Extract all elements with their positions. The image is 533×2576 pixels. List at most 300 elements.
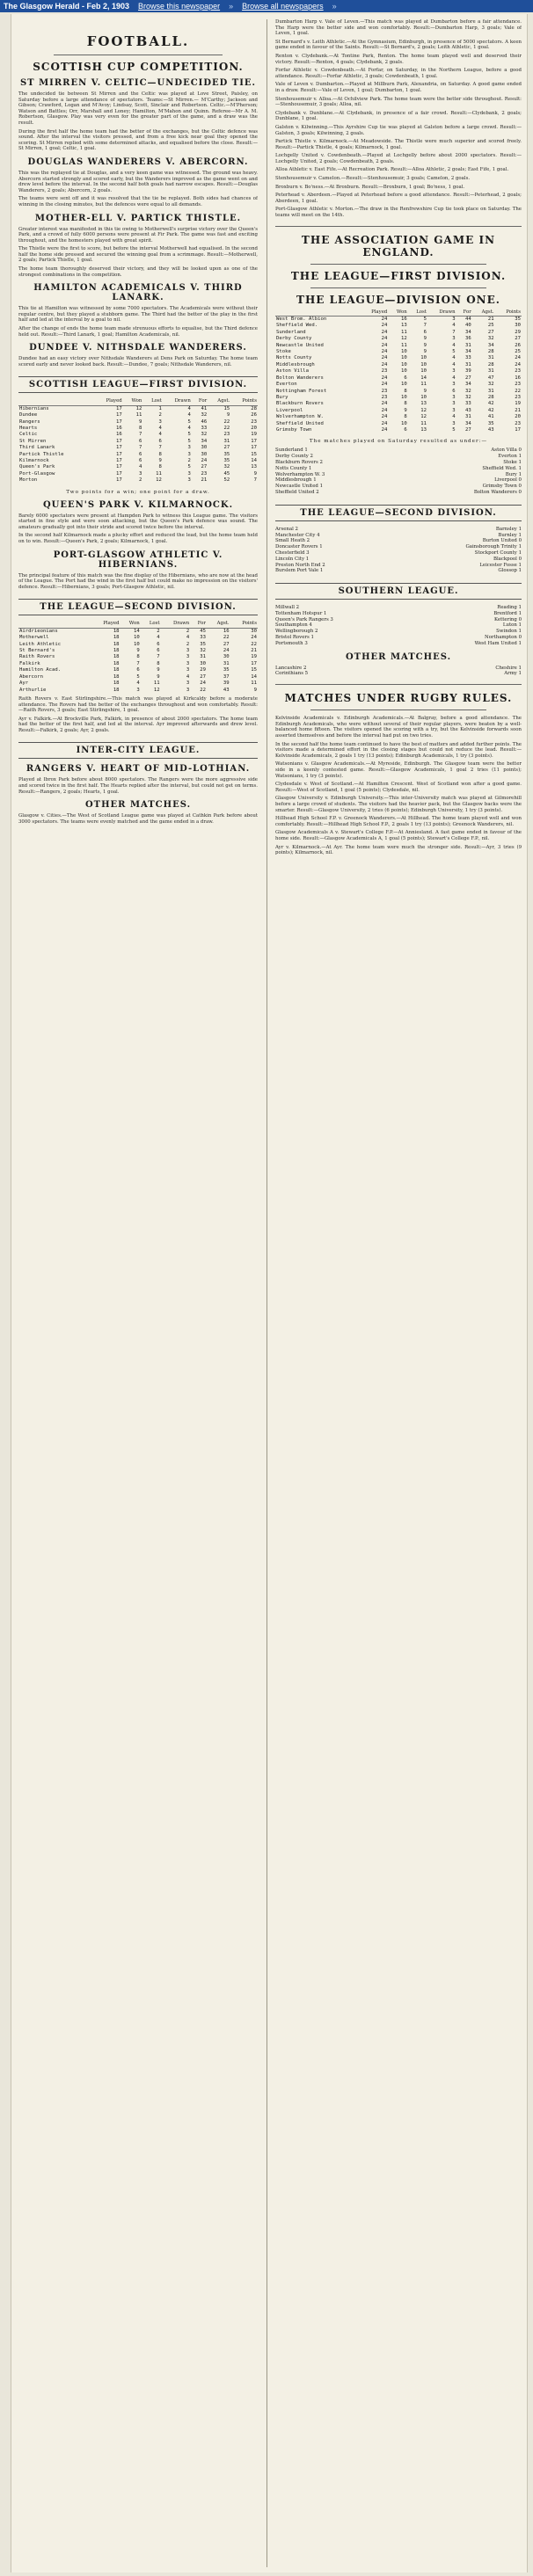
table-cell: 7 [423, 323, 427, 329]
table-cell: 17 [115, 438, 122, 444]
result-row [275, 622, 522, 629]
table-row [275, 389, 522, 395]
away-team: Kettering 0 [494, 616, 522, 622]
table-cell: 10 [401, 349, 407, 355]
team-name: Rangers [19, 418, 40, 425]
table-cell: 7 [139, 445, 142, 451]
table-cell: 12 [156, 477, 162, 484]
away-team: Brentford 1 [493, 610, 522, 616]
table-cell: 24 [515, 355, 521, 361]
table-cell: 24 [381, 355, 388, 361]
home-team: Bristol Rovers 1 [275, 635, 314, 641]
table-row [275, 336, 522, 342]
home-team: Small Heath 2 [275, 538, 310, 544]
team-name: Nottingham Forest [276, 388, 327, 394]
article-paragraph: Forfar Athletic v. Cowdenbeath.—At Forfar, on Saturday, in the Northern League, before a good attendance. Result:—Forfar Athletic, 3 goals; Cowdenbeath, 1 goal. [275, 68, 522, 79]
league-table [18, 621, 258, 693]
team-name: Abercorn [19, 673, 43, 680]
team-name: Blackburn Rovers [276, 401, 324, 407]
league-table-heading: THE LEAGUE—SECOND DIVISION. [18, 599, 258, 615]
table-cell: 34 [465, 329, 471, 335]
table-cell: 21 [251, 648, 257, 654]
league-note: Two points for a win; one point for a draw. [66, 489, 210, 495]
table-cell: 11 [156, 470, 162, 477]
table-cell: 4 [158, 426, 162, 432]
table-cell: 3 [452, 368, 456, 375]
table-cell: 4 [452, 355, 456, 361]
home-team: Burslem Port Vale 1 [275, 568, 324, 574]
article-paragraph: Greater interest was manifested in this tie owing to Motherwell's surprise victory over the Queen's Park, and a crowd of fully 6000 persons were present at Fir Park. The game was fast and exciting throughout, and the homesters played with great spirit. [18, 226, 258, 244]
home-team: Derby County 2 [275, 454, 313, 460]
table-cell: 3 [186, 654, 190, 660]
table-cell: 3 [186, 687, 190, 693]
table-cell: 17 [115, 470, 122, 477]
table-cell: 24 [200, 680, 207, 687]
result-row [275, 635, 522, 641]
table-cell: 31 [487, 355, 494, 361]
article-paragraph: Watsonians v. Glasgow Academicals.—At Myreside, Edinburgh. The Glasgow team were the better side in a keenly contested game. Result:—Glasgow Academicals, 1 goal 2 tries (11 points); Watsonians, 1 try (3 points). [275, 761, 522, 779]
team-name: Partick Thistle [19, 451, 64, 457]
away-team: Bolton Wanderers 0 [473, 489, 522, 495]
table-cell: 19 [251, 654, 257, 660]
table-cell: 34 [465, 382, 471, 388]
table-cell: 6 [158, 438, 162, 444]
table-cell: 4 [452, 361, 456, 367]
table-cell: 8 [157, 660, 160, 666]
table-cell: 24 [381, 401, 388, 407]
away-team: Grimsby Town 0 [482, 484, 522, 490]
table-cell: 8 [136, 654, 140, 660]
table-cell: 19 [515, 401, 521, 407]
away-team: Blackpool 0 [493, 556, 522, 562]
table-cell: 1 [158, 405, 162, 411]
home-team: Lincoln City 1 [275, 556, 310, 562]
result-row [275, 477, 522, 484]
table-cell: 9 [157, 673, 160, 680]
table-cell: 13 [420, 426, 427, 433]
column-header: Won [120, 621, 141, 628]
table-cell: 36 [465, 336, 471, 342]
table-cell: 28 [487, 361, 494, 367]
article-heading: THE LEAGUE—SECOND DIVISION. [275, 505, 522, 521]
table-cell: 11 [135, 412, 142, 418]
table-row [275, 349, 522, 355]
table-cell: 10 [401, 382, 407, 388]
table-row [275, 395, 522, 401]
league-table [275, 309, 522, 434]
article-paragraph: Lochgelly United v. Cowdenbeath.—Played at Lochgelly before about 2000 spectators. Result:—Lochgelly United, 2 goals; Cowdenbeath, 2 goals. [275, 153, 522, 164]
article-paragraph: Galston v. Kilwinning.—This Ayrshire Cup tie was played at Galston before a large crowd. Result:—Galston, 3 goals; Kilwinning, 2 goals. [275, 124, 522, 136]
table-cell: 18 [113, 660, 120, 666]
table-cell: 32 [487, 336, 494, 342]
column-divider [266, 19, 267, 2567]
column-header: Played [360, 309, 389, 317]
table-cell: 24 [381, 317, 388, 323]
table-cell: 9 [158, 458, 162, 464]
table-cell: 25 [487, 323, 494, 329]
table-cell: 14 [133, 628, 140, 634]
table-cell: 23 [223, 432, 230, 438]
article-subheading: OTHER MATCHES. [345, 651, 452, 662]
team-name: Hamilton Acad. [19, 667, 62, 673]
table-cell: 3 [452, 317, 456, 323]
home-team: Lancashire 2 [275, 665, 307, 671]
article-paragraph: Partick Thistle v. Kilmarnock.—At Meadowside. The Thistle were much superior and scored freely. Result:—Partick Thistle, 4 goals; Kilmarnock, 1 goal. [275, 139, 522, 150]
table-cell: 27 [200, 673, 207, 680]
left-column [18, 19, 258, 2567]
table-cell: 30 [201, 451, 208, 457]
table-cell: 37 [223, 673, 230, 680]
table-row [275, 382, 522, 388]
table-cell: 24 [381, 342, 388, 348]
column-header: Played [94, 398, 123, 405]
team-name: Morton [19, 477, 38, 484]
table-cell: 39 [465, 368, 471, 375]
team-name: Everton [276, 382, 297, 388]
table-cell: 27 [487, 329, 494, 335]
table-cell: 18 [113, 680, 120, 687]
home-team: Tottenham Hotspur 1 [275, 610, 327, 616]
table-cell: 9 [136, 648, 140, 654]
article-paragraph: This was the replayed tie at Douglas, and a very keen game was witnessed. The ground was heavy. Abercorn started strongly and scored early, but the Wanderers improved as the game went on and drew level before the interval. In the second half both goals had narrow escapes. Result:—Douglas Wanderers, 2 goals; Abercorn, 2 goals. [18, 170, 258, 193]
article-paragraph: Ayr v. Falkirk.—At Brockville Park, Falkirk, in presence of about 2000 spectators. The home team had the better of the first half, and led at the interval. Ayr improved afterwards and drew level. Result:—Falkirk, 2 goals; Ayr, 2 goals. [18, 716, 258, 733]
table-cell: 23 [381, 368, 388, 375]
table-header-row [275, 309, 522, 317]
column-header: Agst. [208, 398, 230, 405]
column-header: Won [388, 309, 407, 317]
table-cell: 5 [136, 673, 140, 680]
article-paragraph: Glasgow University v. Edinburgh University.—This inter-University match was played at Gilmorehill before a large crowd of students. The visitors had the heavier pack, but the Glasgow backs were the smarter. Result:—Glasgow University, 2 tries (6 points); Edinburgh University, 1 try (3 points). [275, 796, 522, 813]
table-cell: 24 [381, 349, 388, 355]
table-row [18, 477, 258, 484]
table-cell: 23 [251, 418, 257, 425]
article-heading: THE ASSOCIATION GAME IN ENGLAND. [301, 233, 496, 258]
table-cell: 27 [223, 445, 230, 451]
team-name: Sunderland [276, 329, 306, 335]
away-team: Army 1 [504, 671, 522, 677]
article-paragraph: Stenhousemuir v. Camelon.—Result:—Stenhousemuir, 3 goals; Camelon, 2 goals. [275, 176, 471, 182]
table-cell: 5 [452, 426, 456, 433]
table-cell: 23 [515, 382, 521, 388]
article-subheading: OTHER MATCHES. [84, 800, 192, 811]
table-cell: 30 [223, 654, 230, 660]
table-cell: 35 [487, 420, 494, 426]
table-cell: 5 [187, 418, 191, 425]
table-cell: 11 [420, 420, 427, 426]
article-heading: INTER-CITY LEAGUE. [18, 742, 258, 759]
table-row [275, 401, 522, 407]
table-row [18, 654, 258, 660]
away-team: Reading 1 [497, 605, 522, 611]
table-cell: 9 [139, 418, 142, 425]
home-team: Newcastle United 1 [275, 484, 324, 490]
away-team: Northampton 0 [485, 635, 522, 641]
team-name: St Mirren [19, 438, 47, 444]
team-name: Ayr [19, 680, 29, 687]
table-cell: 9 [253, 687, 257, 693]
table-cell: 3 [452, 401, 456, 407]
table-cell: 20 [251, 426, 257, 432]
table-cell: 12 [135, 405, 142, 411]
table-cell: 3 [187, 445, 191, 451]
table-cell: 24 [381, 414, 388, 420]
result-row [275, 454, 522, 460]
team-name: Third Lanark [19, 445, 55, 451]
table-cell: 13 [251, 464, 257, 470]
result-row [275, 617, 522, 623]
table-cell: 7 [158, 445, 162, 451]
table-cell: 2 [158, 412, 162, 418]
article-paragraph: Glasgow Academicals A v. Stewart's College F.P.—At Anniesland. A fast game ended in favour of the home side. Result:—Glasgow Academicals A, 1 goal (5 points); Stewart's College F.P., nil. [275, 830, 522, 841]
table-cell: 21 [487, 317, 494, 323]
article-subheading: DUNDEE V. NITHSDALE WANDERERS. [29, 343, 247, 353]
table-cell: 6 [404, 375, 407, 381]
team-name: Hearts [19, 426, 38, 432]
table-row [275, 375, 522, 382]
table-cell: 11 [420, 382, 427, 388]
right-column [275, 19, 522, 2567]
article-paragraph: Peterhead v. Aberdeen.—Played at Peterhead before a good attendance. Result:—Peterhead, 2 goals; Aberdeen, 1 goal. [275, 193, 522, 204]
table-cell: 35 [223, 458, 230, 464]
column-header: Lost [408, 309, 427, 317]
column-header: Agst. [472, 309, 495, 317]
table-cell: 28 [487, 394, 494, 400]
column-header: Agst. [207, 621, 230, 628]
table-row [18, 648, 258, 654]
league-table [18, 398, 258, 484]
table-cell: 16 [115, 432, 122, 438]
team-name: Motherwell [19, 635, 49, 641]
table-cell: 40 [465, 323, 471, 329]
article-paragraph: Clydebank v. Dunblane.—At Clydebank, in presence of a fair crowd. Result:—Clydebank, 2 goals; Dunblane, 1 goal. [275, 110, 522, 122]
table-cell: 14 [251, 458, 257, 464]
table-cell: 4 [186, 635, 190, 641]
table-cell: 11 [251, 680, 257, 687]
home-team: Sunderland 1 [275, 448, 308, 454]
table-cell: 3 [187, 470, 191, 477]
table-cell: 33 [201, 426, 208, 432]
table-cell: 3 [186, 680, 190, 687]
table-cell: 34 [487, 342, 494, 348]
column-header: Won [123, 398, 143, 405]
home-team: Manchester City 4 [275, 532, 320, 538]
table-cell: 11 [401, 342, 407, 348]
table-row [18, 667, 258, 673]
table-cell: 30 [515, 323, 521, 329]
article-paragraph: Barely 6000 spectators were present at Hampden Park to witness this League game. The visitors started in fine style and were soon attacking, but the Queen's Park defence was sound. The amateurs gradually got into their stride and scored twice before the interval. [18, 513, 258, 530]
table-cell: 9 [423, 388, 427, 394]
home-team: Queen's Park Rangers 3 [275, 616, 333, 622]
table-cell: 15 [251, 451, 257, 457]
table-cell: 9 [253, 470, 257, 477]
team-name: West Brom. Albion [276, 317, 327, 323]
table-cell: 32 [200, 648, 207, 654]
table-cell: 14 [420, 375, 427, 381]
table-cell: 6 [157, 641, 160, 647]
browse-newspaper-link[interactable]: Browse this newspaper [138, 2, 221, 11]
team-name: Bolton Wanderers [276, 375, 324, 381]
team-name: Grimsby Town [276, 426, 312, 433]
table-cell: 19 [251, 432, 257, 438]
table-cell: 32 [223, 464, 230, 470]
table-cell: 17 [115, 451, 122, 457]
table-cell: 32 [201, 432, 208, 438]
table-cell: 31 [200, 654, 207, 660]
table-cell: 24 [381, 336, 388, 342]
table-row [18, 642, 258, 648]
article-paragraph: Stenhousemuir v. Alloa.—At Ochilview Park. The home team were the better side throughout. Result:—Stenhousemuir, 3 goals; Alloa, nil. [275, 96, 522, 108]
table-cell: 3 [452, 407, 456, 413]
table-cell: 10 [420, 394, 427, 400]
article-subheading: PORT-GLASGOW ATHLETIC V. HIBERNIANS. [53, 549, 223, 570]
table-cell: 52 [223, 477, 230, 484]
result-row [275, 666, 522, 672]
result-row [275, 671, 522, 677]
home-team: Middlesbrough 1 [275, 477, 317, 484]
team-name: Notts County [276, 355, 312, 361]
article-paragraph: The Thistle were the first to score, but before the interval Motherwell had equalised. In the second half the home side pressed and secured the winning goal from a scrimmage. Result:—Motherwell, 2 goals; Partick Thistle, 1 goal. [18, 246, 258, 264]
table-cell: 24 [381, 323, 388, 329]
table-cell: 17 [115, 412, 122, 418]
article-subheading: RANGERS V. HEART OF MID-LOTHIAN. [26, 764, 251, 775]
table-cell: 17 [115, 405, 122, 411]
table-cell: 18 [113, 654, 120, 660]
table-cell: 13 [401, 323, 407, 329]
team-name: Queen's Park [19, 464, 55, 470]
table-cell: 20 [515, 414, 521, 420]
table-cell: 27 [515, 336, 521, 342]
table-row [18, 452, 258, 458]
article-paragraph: St Bernard's v. Leith Athletic.—At the Gymnasium, Edinburgh, in presence of 5000 spectators. A keen game ended in favour of the Saints. Result:—St Bernard's, 2 goals; Leith Athletic, 1 goal. [275, 39, 522, 51]
table-cell: 22 [223, 635, 230, 641]
result-row [275, 568, 522, 574]
column-header: Played [91, 621, 120, 628]
table-cell: 6 [136, 667, 140, 673]
home-team: Chesterfield 3 [275, 549, 310, 556]
team-name: Middlesbrough [276, 361, 315, 367]
table-cell: 8 [139, 426, 142, 432]
team-name: Bury [276, 394, 288, 400]
column-header: For [190, 621, 207, 628]
table-cell: 46 [201, 418, 208, 425]
table-cell: 24 [381, 361, 388, 367]
table-cell: 25 [515, 349, 521, 355]
article-paragraph: In the second half the home team continued to have the best of matters and added further points. The visitors made a determined effort in the closing stages but could not reduce the lead. Result:—Kelvinside Academicals, 2 goals 1 try (13 points); Edinburgh Academicals, 1 try (3 points). [275, 741, 522, 759]
column-header: Drawn [427, 309, 456, 317]
browse-all-newspapers-link[interactable]: Browse all newspapers [242, 2, 324, 11]
table-cell: 15 [251, 667, 257, 673]
table-row [18, 680, 258, 687]
table-cell: 24 [515, 361, 521, 367]
home-team: Portsmouth 3 [275, 640, 308, 646]
away-team: Aston Villa 0 [491, 448, 522, 454]
table-cell: 3 [187, 477, 191, 484]
table-cell: 21 [201, 477, 208, 484]
table-row [275, 355, 522, 361]
away-team: Luton 1 [502, 622, 522, 629]
away-team: Stoke 1 [503, 459, 522, 465]
team-name: Aston Villa [276, 368, 310, 375]
table-cell: 35 [515, 317, 521, 323]
table-cell: 9 [157, 667, 160, 673]
league-table-heading: SCOTTISH LEAGUE—FIRST DIVISION. [18, 376, 258, 393]
table-cell: 17 [115, 464, 122, 470]
table-cell: 24 [251, 635, 257, 641]
table-cell: 9 [226, 412, 230, 418]
result-row [275, 448, 522, 454]
table-cell: 3 [187, 451, 191, 457]
article-subheading: THE LEAGUE—DIVISION ONE. [296, 293, 500, 306]
table-cell: 23 [515, 368, 521, 375]
table-cell: 10 [401, 420, 407, 426]
table-cell: 4 [157, 635, 160, 641]
article-paragraph: This tie at Hamilton was witnessed by some 7000 spectators. The Academicals were without their regular centre, but they played a stubborn game. The Third had the better of the play in the first half and led at the interval by a goal to nil. [18, 306, 258, 324]
article-paragraph: Vale of Leven v. Dumbarton.—Played at Millburn Park, Alexandria, on Saturday. A good game ended in a draw. Result:—Vale of Leven, 1 goal; Dumbarton, 1 goal. [275, 82, 522, 93]
article-subheading: HAMILTON ACADEMICALS V. THIRD LANARK. [33, 283, 243, 303]
column-header: For [456, 309, 472, 317]
table-cell: 17 [115, 418, 122, 425]
table-cell: 17 [251, 445, 257, 451]
article-paragraph: After the change of ends the home team made strenuous efforts to equalise, but the Third defence held out. Result:—Third Lanark, 1 goal; Hamilton Academicals, nil. [18, 326, 258, 338]
away-team: Leicester Fosse 1 [479, 562, 522, 568]
table-cell: 6 [139, 458, 142, 464]
table-cell: 32 [487, 382, 494, 388]
table-cell: 7 [452, 329, 456, 335]
table-cell: 8 [158, 464, 162, 470]
table-cell: 24 [381, 329, 388, 335]
article-paragraph: Renton v. Clydebank.—At Tontine Park, Renton. The home team played well and deserved their victory. Result:—Renton, 4 goals; Clydebank, 2 goals. [275, 53, 522, 65]
away-team: Liverpool 0 [494, 477, 522, 484]
team-name: Liverpool [276, 407, 303, 413]
result-row [275, 611, 522, 617]
table-cell: 2 [157, 628, 160, 634]
table-row [18, 458, 258, 464]
table-header-row [18, 398, 258, 405]
result-row [275, 544, 522, 550]
table-cell: 3 [186, 648, 190, 654]
league-table-body [18, 405, 258, 484]
result-row [275, 466, 522, 472]
team-name: Wolverhampton W. [276, 414, 324, 420]
result-row [275, 490, 522, 496]
team-name: Kilmarnock [19, 458, 49, 464]
table-cell: 4 [452, 323, 456, 329]
table-row [275, 343, 522, 349]
article-paragraph: Alloa Athletic v. East Fife.—At Recreation Park. Result:—Alloa Athletic, 2 goals; East Fife, 1 goal. [275, 167, 509, 173]
table-cell: 2 [187, 458, 191, 464]
table-cell: 4 [139, 464, 142, 470]
article-subheading: MOTHER-ELL V. PARTICK THISTLE. [34, 213, 242, 223]
team-name: Airdrieonians [19, 628, 58, 634]
article-paragraph: During the first half the home team had the better of the exchanges, but the Celtic defence was sound. After the interval the visitors pressed, and from a free kick near goal they opened the scoring. St Mirren replied with some determined attacks, and equalised before the close. Result:—St Mirren, 1 goal; Celtic, 1 goal. [18, 128, 258, 152]
table-cell: 9 [423, 336, 427, 342]
article-paragraph: Broxburn v. Bo'ness.—At Broxburn. Result:—Broxburn, 1 goal; Bo'ness, 1 goal. [275, 184, 465, 190]
league-table-body [18, 628, 258, 694]
table-cell: 43 [223, 687, 230, 693]
table-row [18, 471, 258, 477]
results-list [275, 666, 522, 678]
table-cell: 30 [251, 628, 257, 634]
home-team: Southampton 4 [275, 622, 312, 629]
result-row [275, 484, 522, 490]
table-cell: 10 [401, 361, 407, 367]
table-cell: 12 [420, 414, 427, 420]
table-cell: 18 [113, 635, 120, 641]
home-team: Corinthians 5 [275, 671, 309, 677]
table-row [18, 439, 258, 445]
table-row [18, 445, 258, 451]
table-cell: 12 [420, 407, 427, 413]
